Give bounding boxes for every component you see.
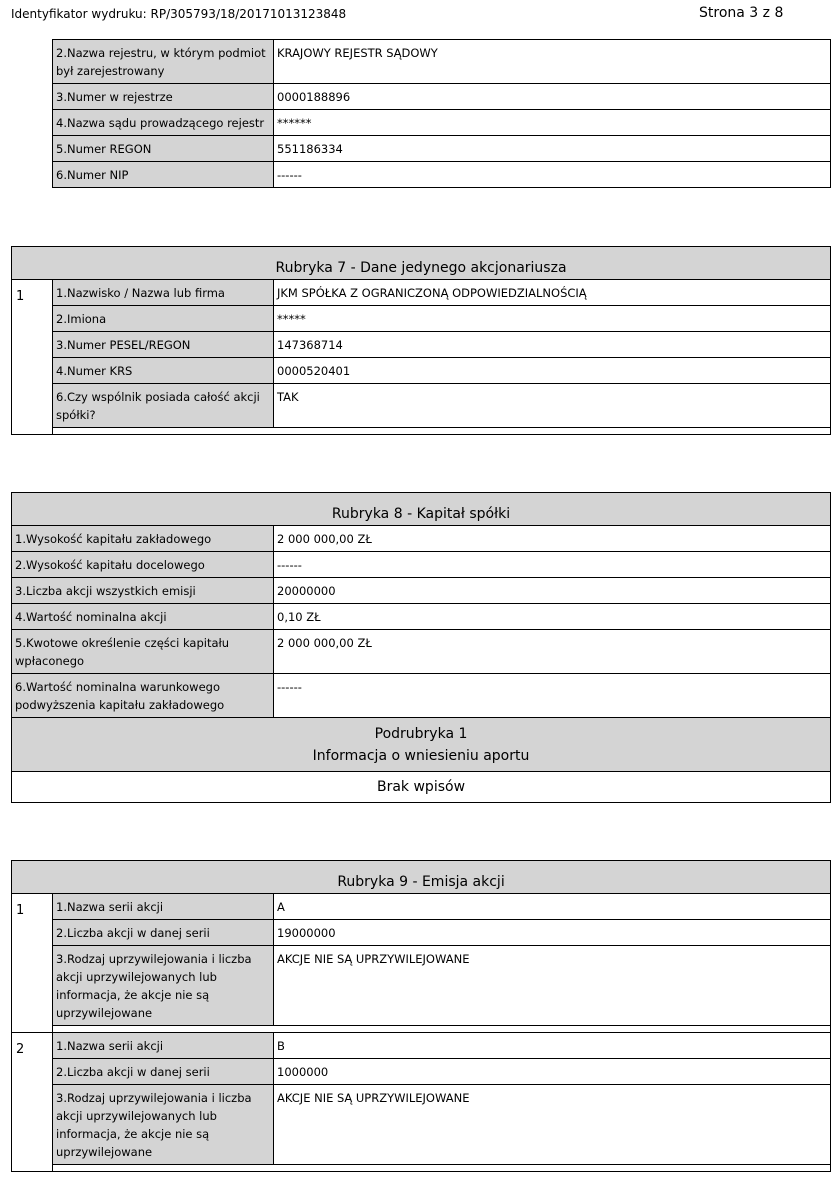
field-value: KRAJOWY REJESTR SĄDOWY (274, 40, 831, 84)
field-value: 20000000 (274, 578, 831, 604)
field-value: TAK (274, 384, 831, 428)
subsection-title-line-1: Podrubryka 1 (374, 725, 468, 742)
field-label: 6.Wartość nominalna warunkowego podwyższenia kapitału zakładowego (12, 674, 274, 718)
table-row (12, 358, 831, 384)
field-value: 0,10 ZŁ (274, 604, 831, 630)
table-row (12, 894, 831, 920)
field-label: 4.Numer KRS (53, 358, 274, 384)
field-label: 3.Liczba akcji wszystkich emisji (12, 578, 274, 604)
field-label: 4.Nazwa sądu prowadzącego rejestr (53, 110, 274, 136)
section-title: Rubryka 9 - Emisja akcji (12, 861, 831, 894)
table-row (12, 578, 831, 604)
table-row (12, 674, 831, 718)
field-value: 2 000 000,00 ZŁ (274, 630, 831, 674)
field-value: 0000520401 (274, 358, 831, 384)
entry-number: 2 (12, 1033, 53, 1172)
rubryka-9-table (11, 860, 831, 1172)
table-row (12, 384, 831, 428)
table-row (53, 40, 831, 84)
field-value: 147368714 (274, 332, 831, 358)
field-value: JKM SPÓŁKA Z OGRANICZONĄ ODPOWIEDZIALNOŚCIĄ (274, 280, 831, 306)
field-label: 2.Imiona (53, 306, 274, 332)
field-value: ****** (274, 110, 831, 136)
field-label: 3.Rodzaj uprzywilejowania i liczba akcji uprzywilejowanych lub informacja, że akcje nie są uprzywilejowane (53, 946, 274, 1026)
print-identifier: Identyfikator wydruku: RP/305793/18/20171013123848 (11, 7, 347, 21)
spacer-row (53, 1165, 831, 1172)
field-label: 5.Numer REGON (53, 136, 274, 162)
field-label: 3.Rodzaj uprzywilejowania i liczba akcji uprzywilejowanych lub informacja, że akcje nie są uprzywilejowane (53, 1085, 274, 1165)
table-row (12, 604, 831, 630)
spacer-row (53, 1026, 831, 1033)
rubryka-7-table (11, 246, 831, 435)
rubryka-8-table (11, 492, 831, 803)
field-label: 1.Nazwisko / Nazwa lub firma (53, 280, 274, 306)
field-label: 2.Wysokość kapitału docelowego (12, 552, 274, 578)
spacer-row (53, 428, 831, 435)
table-row (12, 552, 831, 578)
table-row (12, 1059, 831, 1085)
top-table (52, 39, 831, 188)
section-title: Rubryka 7 - Dane jedynego akcjonariusza (12, 247, 831, 280)
empty-entries: Brak wpisów (12, 772, 831, 803)
field-value: ***** (274, 306, 831, 332)
section-title: Rubryka 8 - Kapitał spółki (12, 493, 831, 526)
table-row (12, 946, 831, 1026)
field-label: 2.Nazwa rejestru, w którym podmiot był zarejestrowany (53, 40, 274, 84)
field-value: ------ (274, 552, 831, 578)
field-label: 5.Kwotowe określenie części kapitału wpłaconego (12, 630, 274, 674)
table-row (12, 1085, 831, 1165)
field-label: 1.Nazwa serii akcji (53, 894, 274, 920)
page-number: Strona 3 z 8 (699, 5, 784, 21)
field-label: 1.Nazwa serii akcji (53, 1033, 274, 1059)
table-row (12, 306, 831, 332)
field-value: A (274, 894, 831, 920)
field-label: 6.Numer NIP (53, 162, 274, 188)
table-row (53, 84, 831, 110)
subsection-title-line-2: Informacja o wniesieniu aportu (312, 747, 530, 764)
entry-number: 1 (12, 280, 53, 435)
table-row (12, 1033, 831, 1059)
field-value: AKCJE NIE SĄ UPRZYWILEJOWANE (274, 946, 831, 1026)
table-row (53, 136, 831, 162)
table-row (12, 526, 831, 552)
table-row (53, 110, 831, 136)
entry-number: 1 (12, 894, 53, 1033)
field-label: 3.Numer w rejestrze (53, 84, 274, 110)
field-label: 1.Wysokość kapitału zakładowego (12, 526, 274, 552)
table-row (12, 630, 831, 674)
field-label: 4.Wartość nominalna akcji (12, 604, 274, 630)
subsection-title (12, 718, 831, 772)
field-label: 2.Liczba akcji w danej serii (53, 920, 274, 946)
field-value: ------ (274, 162, 831, 188)
field-label: 2.Liczba akcji w danej serii (53, 1059, 274, 1085)
field-value: 2 000 000,00 ZŁ (274, 526, 831, 552)
table-row (12, 280, 831, 306)
field-value: 1000000 (274, 1059, 831, 1085)
field-label: 3.Numer PESEL/REGON (53, 332, 274, 358)
field-value: ------ (274, 674, 831, 718)
field-label: 6.Czy wspólnik posiada całość akcji spółki? (53, 384, 274, 428)
field-value: 0000188896 (274, 84, 831, 110)
table-row (53, 162, 831, 188)
field-value: AKCJE NIE SĄ UPRZYWILEJOWANE (274, 1085, 831, 1165)
table-row (12, 332, 831, 358)
field-value: 551186334 (274, 136, 831, 162)
field-value: 19000000 (274, 920, 831, 946)
field-value: B (274, 1033, 831, 1059)
table-row (12, 920, 831, 946)
